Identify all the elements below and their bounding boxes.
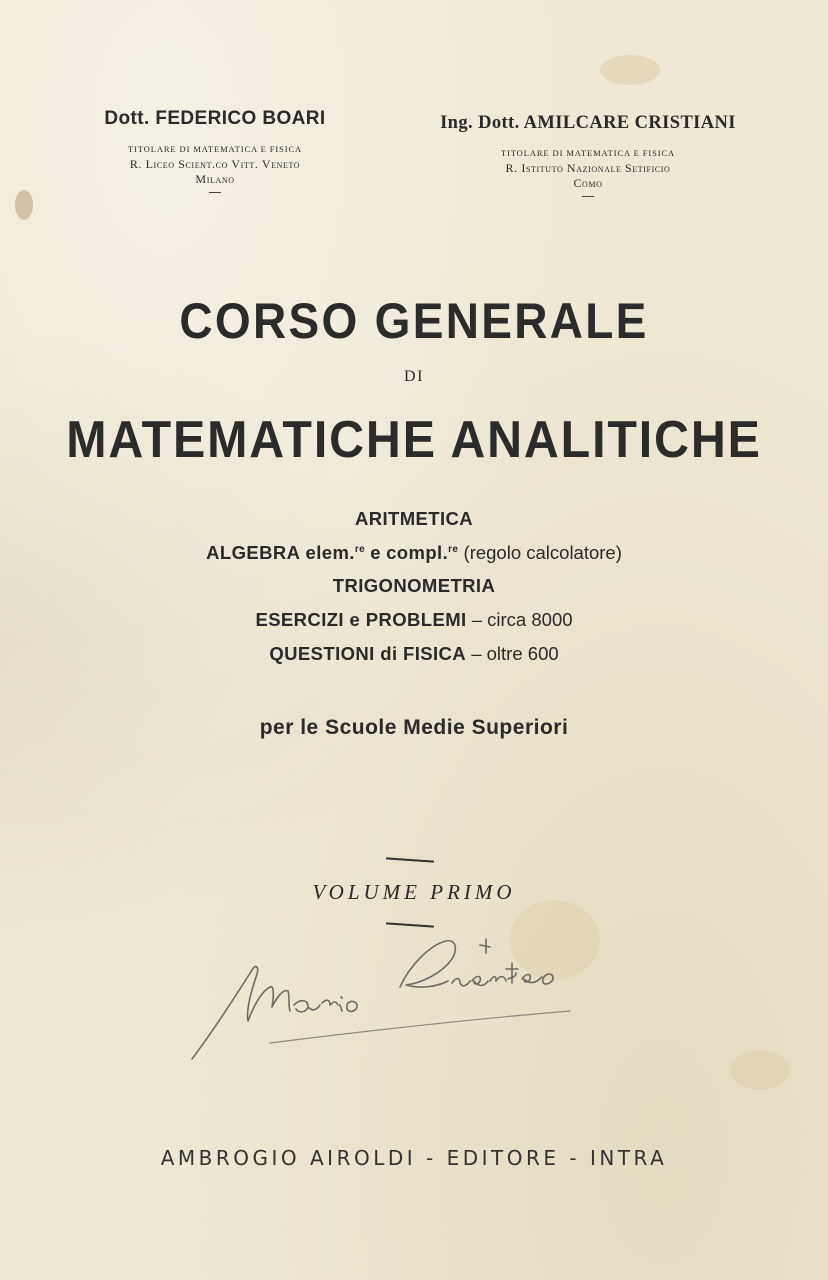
paper-stain (600, 55, 660, 85)
paper-stain (15, 190, 33, 220)
author-block-boari (60, 108, 370, 193)
audience-line: per le Scuole Medie Superiori (259, 716, 569, 739)
author-city: Como (573, 176, 603, 190)
divider (582, 196, 594, 197)
subject-label: ESERCIZI e PROBLEMI (255, 609, 467, 630)
subject-label: ALGEBRA (206, 542, 301, 563)
subject-count: – oltre 600 (471, 643, 559, 664)
volume-label: VOLUME PRIMO (312, 880, 516, 904)
author-name: Ing. Dott. AMILCARE CRISTIANI (440, 113, 736, 133)
subject-aritmetica (0, 508, 828, 530)
book-title-connector: DI (404, 368, 424, 385)
subject-elem-text: elem. (305, 542, 355, 563)
author-name: Dott. FEDERICO BOARI (104, 108, 326, 129)
subject-esercizi (0, 609, 828, 631)
paper-stain (730, 1050, 790, 1090)
author-institution: R. Istituto Nazionale Setificio (505, 161, 671, 175)
author-role: TITOLARE DI MATEMATICA E FISICA (500, 148, 676, 158)
ornament-rule (386, 857, 434, 862)
author-role: TITOLARE DI MATEMATICA E FISICA (127, 144, 303, 154)
subject-elem (306, 542, 366, 563)
author-block-cristiani (408, 113, 768, 197)
subject-label: QUESTIONI di FISICA (269, 643, 467, 664)
subject-algebra (0, 542, 828, 564)
superscript: re (448, 544, 459, 555)
subject-count: – circa 8000 (471, 609, 573, 630)
divider (209, 192, 221, 193)
handwritten-signature (190, 925, 610, 1065)
author-institution: R. Liceo Scient.co Vitt. Veneto (129, 157, 301, 171)
author-city: Milano (195, 172, 235, 186)
subject-label: ARITMETICA (354, 508, 474, 529)
subject-questioni (0, 643, 828, 665)
subject-compl (386, 542, 458, 563)
book-title-line-2: MATEMATICHE ANALITICHE (66, 411, 762, 469)
subject-compl-text: compl. (386, 542, 449, 563)
subject-note: (regolo calcolatore) (463, 542, 622, 563)
book-title-line-1: CORSO GENERALE (179, 293, 649, 349)
publisher-line: AMBROGIO AIROLDI - EDITORE - INTRA (160, 1146, 668, 1170)
superscript: re (354, 544, 366, 555)
subject-and: e (370, 542, 381, 563)
subject-label: TRIGONOMETRIA (332, 575, 496, 596)
subject-trigonometria (0, 575, 828, 597)
